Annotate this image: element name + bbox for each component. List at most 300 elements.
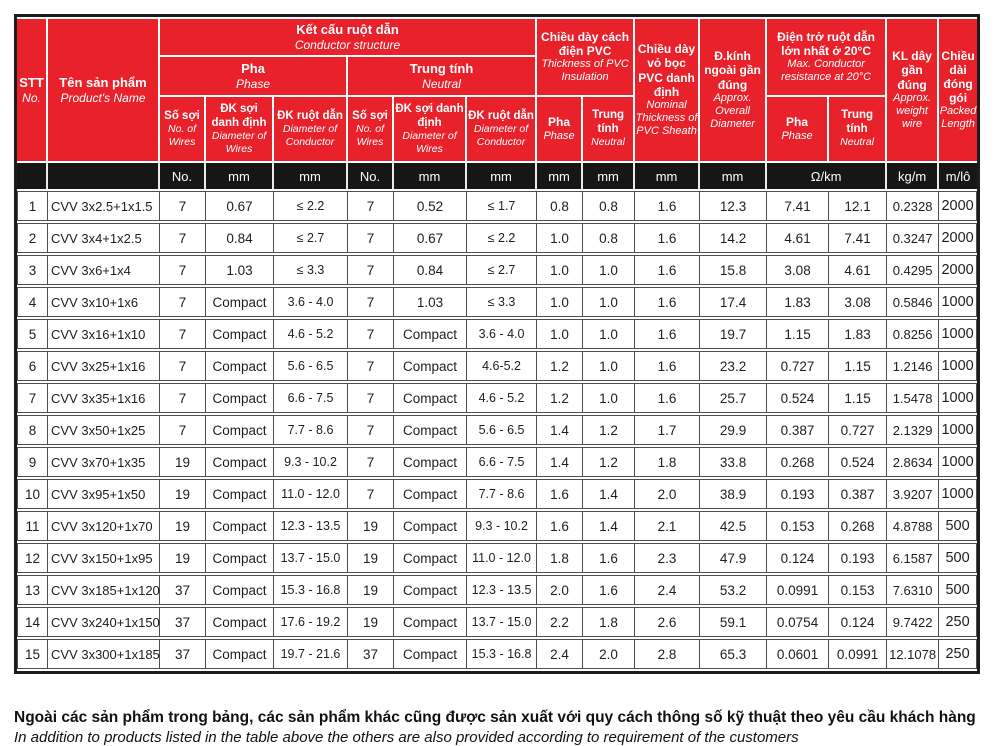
weight-cell: 7.6310: [887, 575, 939, 605]
product-name-cell: CVV 3x300+1x185: [48, 639, 160, 669]
phase-wire-diameter-cell: Compact: [206, 319, 274, 349]
neutral-wire-diameter-cell: Compact: [394, 575, 467, 605]
neutral-wire-count-cell: 7: [348, 223, 394, 253]
overall-diameter-cell: 17.4: [700, 287, 767, 317]
resistance-neutral-cell: 7.41: [829, 223, 887, 253]
unit-insulation-phase: mm: [537, 163, 583, 189]
stt-cell: 11: [17, 511, 48, 541]
phase-wire-count-cell: 19: [160, 511, 206, 541]
header-product-en: Product's Name: [60, 90, 146, 105]
resistance-neutral-cell: 0.124: [829, 607, 887, 637]
phase-wire-diameter-cell: Compact: [206, 415, 274, 445]
phase-wire-count-cell: 19: [160, 447, 206, 477]
neutral-wire-diameter-cell: Compact: [394, 479, 467, 509]
header-neutral-en: Neutral: [422, 76, 461, 91]
header-conductor-en: Conductor structure: [294, 37, 401, 52]
unit-weight: kg/m: [887, 163, 939, 189]
insulation-phase-cell: 1.6: [537, 479, 583, 509]
resistance-phase-cell: 0.268: [767, 447, 829, 477]
resistance-phase-cell: 1.83: [767, 287, 829, 317]
insulation-neutral-cell: 1.2: [583, 415, 635, 445]
weight-cell: 9.7422: [887, 607, 939, 637]
sheath-thickness-cell: 1.7: [635, 415, 700, 445]
phase-conductor-diameter-cell: 15.3 - 16.8: [274, 575, 348, 605]
overall-diameter-cell: 19.7: [700, 319, 767, 349]
resistance-phase-cell: 0.124: [767, 543, 829, 573]
header-phase-en: Phase: [781, 129, 813, 142]
header-sheath-vi: Chiều dày vỏ bọc PVC danh định: [637, 42, 696, 99]
header-dia-cond-vi: ĐK ruột dẫn: [468, 109, 534, 122]
col-header-insulation-neutral: [583, 97, 635, 161]
header-stt-vi: STT: [19, 75, 44, 91]
stt-cell: 8: [17, 415, 48, 445]
header-dia-cond-en: Diameter of Conductor: [473, 123, 529, 148]
header-wires-en: No. of Wires: [167, 123, 196, 148]
resistance-neutral-cell: 0.153: [829, 575, 887, 605]
sheath-thickness-cell: 2.0: [635, 479, 700, 509]
insulation-neutral-cell: 1.4: [583, 511, 635, 541]
col-header-neutral-conductor-diameter: [467, 97, 537, 161]
sheath-thickness-cell: 2.4: [635, 575, 700, 605]
insulation-neutral-cell: 0.8: [583, 191, 635, 221]
table-row: [17, 223, 977, 253]
table-row: [17, 479, 977, 509]
phase-wire-count-cell: 37: [160, 639, 206, 669]
resistance-neutral-cell: 3.08: [829, 287, 887, 317]
neutral-conductor-diameter-cell: 13.7 - 15.0: [467, 607, 537, 637]
neutral-wire-diameter-cell: 0.52: [394, 191, 467, 221]
insulation-phase-cell: 2.2: [537, 607, 583, 637]
header-packed-vi: Chiều dài đóng gói: [941, 48, 975, 106]
col-header-stt: [17, 19, 48, 161]
stt-cell: 12: [17, 543, 48, 573]
resistance-phase-cell: 0.0991: [767, 575, 829, 605]
product-name-cell: CVV 3x240+1x150: [48, 607, 160, 637]
phase-wire-count-cell: 19: [160, 479, 206, 509]
phase-wire-count-cell: 7: [160, 319, 206, 349]
packed-length-cell: 1000: [939, 447, 977, 477]
neutral-wire-count-cell: 7: [348, 287, 394, 317]
phase-conductor-diameter-cell: 4.6 - 5.2: [274, 319, 348, 349]
weight-cell: 0.4295: [887, 255, 939, 285]
col-header-resistance-neutral: [829, 97, 887, 161]
phase-wire-diameter-cell: Compact: [206, 287, 274, 317]
product-name-cell: CVV 3x6+1x4: [48, 255, 160, 285]
col-header-phase-wire-count: [160, 97, 206, 161]
weight-cell: 2.1329: [887, 415, 939, 445]
table-body: [17, 191, 977, 669]
sheath-thickness-cell: 2.1: [635, 511, 700, 541]
stt-cell: 15: [17, 639, 48, 669]
neutral-wire-diameter-cell: Compact: [394, 415, 467, 445]
header-resistance-vi: Điện trở ruột dẫn lớn nhất ở 20°C: [777, 29, 875, 59]
table-row: [17, 191, 977, 221]
header-dia-wires-vi: ĐK sợi danh định: [395, 103, 464, 129]
phase-wire-count-cell: 7: [160, 287, 206, 317]
insulation-neutral-cell: 0.8: [583, 223, 635, 253]
overall-diameter-cell: 25.7: [700, 383, 767, 413]
header-neutral-vi: Trung tính: [592, 109, 625, 135]
footer-note: [14, 709, 994, 746]
product-name-cell: CVV 3x120+1x70: [48, 511, 160, 541]
unit-insulation-neutral: mm: [583, 163, 635, 189]
weight-cell: 2.8634: [887, 447, 939, 477]
resistance-neutral-cell: 0.193: [829, 543, 887, 573]
packed-length-cell: 250: [939, 607, 977, 637]
product-name-cell: CVV 3x150+1x95: [48, 543, 160, 573]
col-header-overall-diameter: [700, 19, 767, 161]
insulation-neutral-cell: 1.6: [583, 543, 635, 573]
neutral-wire-diameter-cell: Compact: [394, 447, 467, 477]
sheath-thickness-cell: 1.6: [635, 255, 700, 285]
insulation-phase-cell: 1.0: [537, 255, 583, 285]
unit-phase-conductor-diameter: mm: [274, 163, 348, 189]
phase-wire-diameter-cell: 0.67: [206, 191, 274, 221]
product-name-cell: CVV 3x4+1x2.5: [48, 223, 160, 253]
packed-length-cell: 2000: [939, 223, 977, 253]
neutral-wire-count-cell: 7: [348, 383, 394, 413]
phase-wire-count-cell: 19: [160, 543, 206, 573]
sheath-thickness-cell: 1.6: [635, 223, 700, 253]
header-dia-cond-vi: ĐK ruột dẫn: [277, 109, 343, 122]
neutral-conductor-diameter-cell: 4.6 - 5.2: [467, 383, 537, 413]
neutral-conductor-diameter-cell: 15.3 - 16.8: [467, 639, 537, 669]
stt-cell: 10: [17, 479, 48, 509]
neutral-wire-diameter-cell: Compact: [394, 607, 467, 637]
header-neutral-en: Neutral: [840, 136, 874, 149]
header-wires-vi: Số sợi: [352, 109, 388, 122]
resistance-neutral-cell: 4.61: [829, 255, 887, 285]
overall-diameter-cell: 12.3: [700, 191, 767, 221]
insulation-phase-cell: 0.8: [537, 191, 583, 221]
weight-cell: 1.5478: [887, 383, 939, 413]
insulation-phase-cell: 1.0: [537, 223, 583, 253]
header-sheath-en: Nominal Thickness of PVC Sheath: [635, 98, 698, 137]
sheath-thickness-cell: 2.6: [635, 607, 700, 637]
neutral-wire-count-cell: 7: [348, 479, 394, 509]
table-row: [17, 607, 977, 637]
neutral-conductor-diameter-cell: ≤ 3.3: [467, 287, 537, 317]
cable-spec-table: [17, 17, 977, 671]
packed-length-cell: 500: [939, 543, 977, 573]
header-neutral-vi: Trung tính: [409, 61, 474, 77]
stt-cell: 14: [17, 607, 48, 637]
neutral-wire-count-cell: 19: [348, 511, 394, 541]
product-name-cell: CVV 3x16+1x10: [48, 319, 160, 349]
weight-cell: 1.2146: [887, 351, 939, 381]
unit-phase-wire-diameter: mm: [206, 163, 274, 189]
header-overall-vi: Đ.kính ngoài gần đúng: [704, 49, 761, 92]
table-row: [17, 543, 977, 573]
sheath-thickness-cell: 1.6: [635, 191, 700, 221]
phase-conductor-diameter-cell: 5.6 - 6.5: [274, 351, 348, 381]
table-row: [17, 575, 977, 605]
phase-wire-diameter-cell: Compact: [206, 607, 274, 637]
stt-cell: 3: [17, 255, 48, 285]
overall-diameter-cell: 14.2: [700, 223, 767, 253]
table-row: [17, 287, 977, 317]
packed-length-cell: 250: [939, 639, 977, 669]
resistance-phase-cell: 0.727: [767, 351, 829, 381]
phase-wire-diameter-cell: Compact: [206, 479, 274, 509]
resistance-phase-cell: 0.153: [767, 511, 829, 541]
unit-neutral-wire-diameter: mm: [394, 163, 467, 189]
table-row: [17, 383, 977, 413]
overall-diameter-cell: 53.2: [700, 575, 767, 605]
resistance-neutral-cell: 0.387: [829, 479, 887, 509]
insulation-phase-cell: 1.6: [537, 511, 583, 541]
insulation-neutral-cell: 1.0: [583, 383, 635, 413]
stt-cell: 1: [17, 191, 48, 221]
phase-wire-diameter-cell: Compact: [206, 351, 274, 381]
insulation-neutral-cell: 1.0: [583, 319, 635, 349]
overall-diameter-cell: 42.5: [700, 511, 767, 541]
weight-cell: 4.8788: [887, 511, 939, 541]
neutral-conductor-diameter-cell: 6.6 - 7.5: [467, 447, 537, 477]
neutral-wire-diameter-cell: 0.67: [394, 223, 467, 253]
product-name-cell: CVV 3x185+1x120: [48, 575, 160, 605]
resistance-neutral-cell: 0.727: [829, 415, 887, 445]
header-phase-en: Phase: [543, 129, 575, 142]
table-row: [17, 639, 977, 669]
header-overall-en: Approx. Overall Diameter: [710, 91, 755, 130]
insulation-neutral-cell: 1.8: [583, 607, 635, 637]
resistance-neutral-cell: 1.15: [829, 383, 887, 413]
sheath-thickness-cell: 1.6: [635, 319, 700, 349]
insulation-neutral-cell: 1.4: [583, 479, 635, 509]
header-neutral-en: Neutral: [591, 136, 625, 149]
packed-length-cell: 1000: [939, 319, 977, 349]
resistance-neutral-cell: 1.83: [829, 319, 887, 349]
resistance-neutral-cell: 1.15: [829, 351, 887, 381]
stt-cell: 9: [17, 447, 48, 477]
stt-cell: 5: [17, 319, 48, 349]
resistance-neutral-cell: 12.1: [829, 191, 887, 221]
resistance-phase-cell: 7.41: [767, 191, 829, 221]
resistance-phase-cell: 1.15: [767, 319, 829, 349]
packed-length-cell: 500: [939, 511, 977, 541]
neutral-wire-diameter-cell: Compact: [394, 383, 467, 413]
col-header-pvc-sheath: [635, 19, 700, 161]
insulation-phase-cell: 1.4: [537, 415, 583, 445]
weight-cell: 12.1078: [887, 639, 939, 669]
group-header-conductor-structure: [160, 19, 537, 55]
phase-wire-count-cell: 7: [160, 383, 206, 413]
header-wires-vi: Số sợi: [164, 109, 200, 122]
spec-table-frame: [14, 14, 980, 674]
table-header: [17, 19, 977, 189]
table-row: [17, 319, 977, 349]
phase-conductor-diameter-cell: ≤ 2.2: [274, 191, 348, 221]
insulation-neutral-cell: 1.0: [583, 255, 635, 285]
neutral-wire-diameter-cell: Compact: [394, 543, 467, 573]
neutral-wire-count-cell: 7: [348, 191, 394, 221]
overall-diameter-cell: 33.8: [700, 447, 767, 477]
phase-wire-diameter-cell: Compact: [206, 511, 274, 541]
resistance-phase-cell: 4.61: [767, 223, 829, 253]
header-phase-en: Phase: [235, 76, 271, 91]
neutral-wire-diameter-cell: Compact: [394, 351, 467, 381]
group-header-resistance: [767, 19, 887, 95]
packed-length-cell: 2000: [939, 191, 977, 221]
neutral-wire-count-cell: 19: [348, 607, 394, 637]
packed-length-cell: 500: [939, 575, 977, 605]
resistance-phase-cell: 3.08: [767, 255, 829, 285]
phase-wire-diameter-cell: Compact: [206, 575, 274, 605]
insulation-neutral-cell: 1.6: [583, 575, 635, 605]
neutral-wire-diameter-cell: Compact: [394, 319, 467, 349]
header-dia-wires-vi: ĐK sợi danh định: [211, 103, 267, 129]
sheath-thickness-cell: 1.6: [635, 287, 700, 317]
neutral-wire-diameter-cell: Compact: [394, 639, 467, 669]
units-row: [17, 163, 977, 189]
insulation-neutral-cell: 2.0: [583, 639, 635, 669]
packed-length-cell: 2000: [939, 255, 977, 285]
col-header-phase-wire-diameter: [206, 97, 274, 161]
col-header-phase-conductor-diameter: [274, 97, 348, 161]
packed-length-cell: 1000: [939, 351, 977, 381]
col-header-weight: [887, 19, 939, 161]
neutral-wire-count-cell: 7: [348, 319, 394, 349]
neutral-conductor-diameter-cell: 12.3 - 13.5: [467, 575, 537, 605]
sheath-thickness-cell: 1.8: [635, 447, 700, 477]
phase-wire-count-cell: 7: [160, 255, 206, 285]
unit-neutral-wire-count: No.: [348, 163, 394, 189]
header-phase-vi: Pha: [786, 115, 809, 130]
stt-cell: 4: [17, 287, 48, 317]
resistance-neutral-cell: 0.524: [829, 447, 887, 477]
phase-conductor-diameter-cell: 3.6 - 4.0: [274, 287, 348, 317]
phase-wire-diameter-cell: 0.84: [206, 223, 274, 253]
product-name-cell: CVV 3x70+1x35: [48, 447, 160, 477]
insulation-phase-cell: 2.4: [537, 639, 583, 669]
neutral-wire-diameter-cell: 1.03: [394, 287, 467, 317]
unit-resistance: Ω/km: [767, 163, 887, 189]
phase-conductor-diameter-cell: 6.6 - 7.5: [274, 383, 348, 413]
neutral-conductor-diameter-cell: ≤ 1.7: [467, 191, 537, 221]
table-row: [17, 351, 977, 381]
neutral-conductor-diameter-cell: 4.6-5.2: [467, 351, 537, 381]
neutral-wire-count-cell: 7: [348, 415, 394, 445]
weight-cell: 3.9207: [887, 479, 939, 509]
product-name-cell: CVV 3x95+1x50: [48, 479, 160, 509]
phase-conductor-diameter-cell: 12.3 - 13.5: [274, 511, 348, 541]
neutral-wire-count-cell: 19: [348, 543, 394, 573]
table-row: [17, 447, 977, 477]
phase-wire-diameter-cell: Compact: [206, 447, 274, 477]
neutral-wire-count-cell: 7: [348, 255, 394, 285]
packed-length-cell: 1000: [939, 415, 977, 445]
header-neutral-vi: Trung tính: [841, 109, 874, 135]
header-weight-vi: KL dây gần đúng: [892, 49, 932, 92]
sheath-thickness-cell: 1.6: [635, 351, 700, 381]
resistance-phase-cell: 0.524: [767, 383, 829, 413]
overall-diameter-cell: 29.9: [700, 415, 767, 445]
neutral-conductor-diameter-cell: 5.6 - 6.5: [467, 415, 537, 445]
insulation-phase-cell: 1.0: [537, 287, 583, 317]
neutral-conductor-diameter-cell: 3.6 - 4.0: [467, 319, 537, 349]
insulation-phase-cell: 1.0: [537, 319, 583, 349]
phase-conductor-diameter-cell: 19.7 - 21.6: [274, 639, 348, 669]
sheath-thickness-cell: 1.6: [635, 383, 700, 413]
header-phase-vi: Pha: [241, 61, 265, 77]
group-header-neutral: [348, 57, 537, 95]
header-dia-wires-en: Diameter of Wires: [211, 130, 267, 155]
resistance-phase-cell: 0.193: [767, 479, 829, 509]
header-phase-vi: Pha: [548, 115, 571, 130]
insulation-neutral-cell: 1.2: [583, 447, 635, 477]
neutral-wire-diameter-cell: Compact: [394, 511, 467, 541]
header-product-vi: Tên sản phẩm: [59, 75, 147, 91]
phase-conductor-diameter-cell: 9.3 - 10.2: [274, 447, 348, 477]
stt-cell: 2: [17, 223, 48, 253]
neutral-conductor-diameter-cell: ≤ 2.2: [467, 223, 537, 253]
header-insulation-vi: Chiều dày cách điện PVC: [541, 29, 630, 59]
unit-stt-blank: [17, 163, 48, 189]
overall-diameter-cell: 38.9: [700, 479, 767, 509]
table-row: [17, 415, 977, 445]
unit-neutral-conductor-diameter: mm: [467, 163, 537, 189]
resistance-phase-cell: 0.0754: [767, 607, 829, 637]
product-name-cell: CVV 3x25+1x16: [48, 351, 160, 381]
phase-conductor-diameter-cell: 7.7 - 8.6: [274, 415, 348, 445]
insulation-phase-cell: 1.8: [537, 543, 583, 573]
neutral-conductor-diameter-cell: 9.3 - 10.2: [467, 511, 537, 541]
overall-diameter-cell: 65.3: [700, 639, 767, 669]
weight-cell: 0.5846: [887, 287, 939, 317]
neutral-wire-count-cell: 7: [348, 351, 394, 381]
phase-wire-diameter-cell: 1.03: [206, 255, 274, 285]
weight-cell: 6.1587: [887, 543, 939, 573]
phase-wire-count-cell: 37: [160, 607, 206, 637]
phase-conductor-diameter-cell: 13.7 - 15.0: [274, 543, 348, 573]
insulation-phase-cell: 2.0: [537, 575, 583, 605]
neutral-wire-count-cell: 19: [348, 575, 394, 605]
sheath-thickness-cell: 2.8: [635, 639, 700, 669]
neutral-conductor-diameter-cell: 11.0 - 12.0: [467, 543, 537, 573]
insulation-neutral-cell: 1.0: [583, 351, 635, 381]
insulation-neutral-cell: 1.0: [583, 287, 635, 317]
phase-wire-diameter-cell: Compact: [206, 543, 274, 573]
phase-wire-count-cell: 7: [160, 415, 206, 445]
stt-cell: 13: [17, 575, 48, 605]
col-header-product-name: [48, 19, 160, 161]
header-wires-en: No. of Wires: [355, 123, 384, 148]
header-weight-en: Approx. weight wire: [893, 91, 932, 130]
phase-wire-count-cell: 7: [160, 351, 206, 381]
header-packed-en: Packed Length: [939, 105, 977, 131]
header-dia-wires-en: Diameter of Wires: [402, 130, 457, 155]
header-dia-cond-en: Diameter of Conductor: [282, 123, 338, 148]
unit-product-blank: [48, 163, 160, 189]
stt-cell: 6: [17, 351, 48, 381]
neutral-wire-count-cell: 37: [348, 639, 394, 669]
neutral-conductor-diameter-cell: ≤ 2.7: [467, 255, 537, 285]
header-conductor-vi: Kết cấu ruột dẫn: [296, 22, 399, 38]
weight-cell: 0.2328: [887, 191, 939, 221]
overall-diameter-cell: 59.1: [700, 607, 767, 637]
header-insulation-en: Thickness of PVC Insulation: [541, 58, 629, 84]
overall-diameter-cell: 47.9: [700, 543, 767, 573]
neutral-conductor-diameter-cell: 7.7 - 8.6: [467, 479, 537, 509]
resistance-neutral-cell: 0.0991: [829, 639, 887, 669]
unit-sheath: mm: [635, 163, 700, 189]
packed-length-cell: 1000: [939, 287, 977, 317]
phase-conductor-diameter-cell: 11.0 - 12.0: [274, 479, 348, 509]
unit-packed-length: m/lô: [939, 163, 977, 189]
col-header-neutral-wire-diameter: [394, 97, 467, 161]
table-row: [17, 255, 977, 285]
